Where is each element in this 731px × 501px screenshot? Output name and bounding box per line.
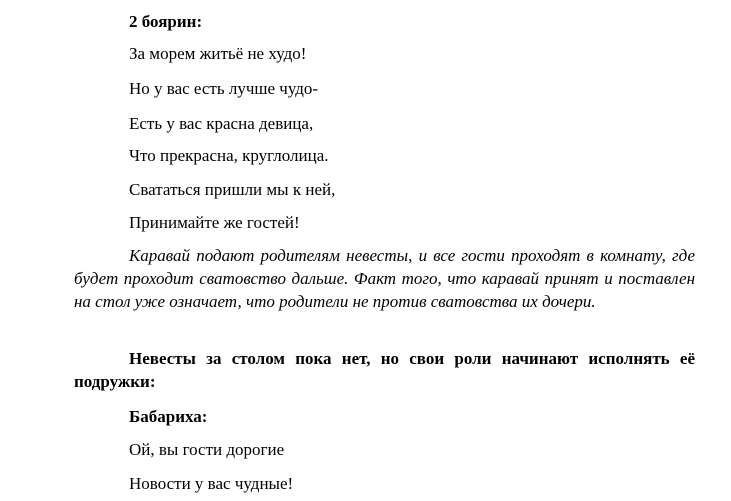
verse-line: Новости у вас чудные! xyxy=(129,474,294,493)
verse-line: За морем житьё не худо! xyxy=(129,44,307,63)
verse-line: Свататься пришли мы к ней, xyxy=(129,180,336,199)
verse-line: Но у вас есть лучше чудо- xyxy=(129,79,319,98)
narration-text: Невесты за столом пока нет, но свои роли начинают исполнять её подружки: xyxy=(74,349,695,391)
stage-direction-text: Каравай подают родителям невесты, и все гости проходят в комнату, где будет проходит сватовство дальше. Факт того, что каравай принят и поставлен на стол уже означает, что родители не против сватовства их дочери. xyxy=(74,246,695,311)
speaker-heading: 2 боярин: xyxy=(129,12,203,31)
verse-line: Что прекрасна, круглолица. xyxy=(129,146,329,165)
verse-line: Принимайте же гостей! xyxy=(129,213,300,232)
verse-line: Есть у вас красна девица, xyxy=(129,114,314,133)
speaker-heading: Бабариха: xyxy=(129,407,208,426)
narration-paragraph xyxy=(74,347,695,393)
stage-direction xyxy=(74,244,695,313)
verse-line: Ой, вы гости дорогие xyxy=(129,440,285,459)
